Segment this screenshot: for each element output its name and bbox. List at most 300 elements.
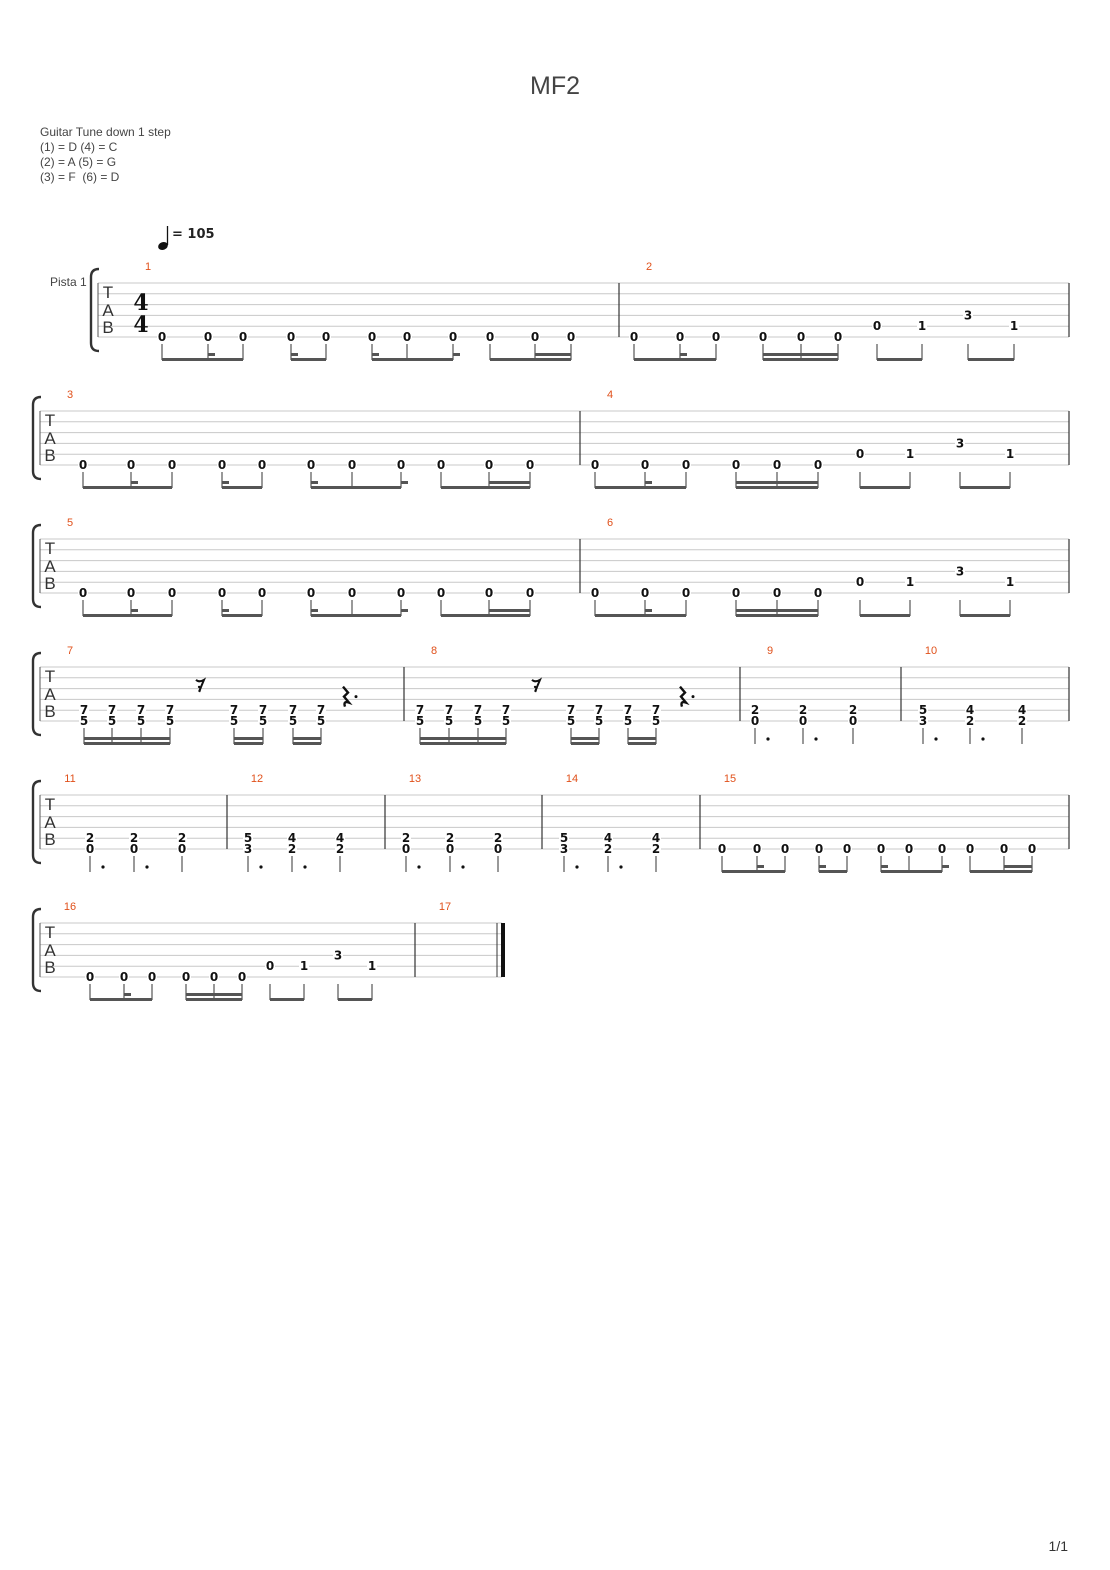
tuning-line: (2) = A (5) = G [40, 155, 117, 169]
fret-number: 5 [229, 714, 239, 728]
fret-number: 5 [444, 714, 454, 728]
duration-dot [145, 865, 148, 868]
measure-number: 15 [723, 773, 737, 785]
fret-number: 0 [306, 458, 316, 472]
eighth-rest-icon: 𝄾 [533, 679, 539, 699]
fret-number: 7 [136, 703, 146, 718]
tab-letter-t: T [102, 283, 114, 302]
secondary-beam [1004, 865, 1032, 868]
secondary-beam [311, 609, 318, 612]
fret-number: 5 [243, 831, 253, 846]
beam [634, 358, 716, 361]
fret-number: 0 [814, 842, 824, 856]
secondary-beam [757, 865, 764, 868]
fret-number: 0 [855, 447, 865, 462]
beam [234, 742, 263, 745]
fret-number: 0 [238, 330, 248, 344]
duration-dot [981, 737, 984, 740]
secondary-beam [571, 737, 599, 740]
fret-number: 0 [181, 970, 191, 984]
fret-number: 7 [501, 703, 511, 718]
secondary-beam [801, 353, 838, 356]
fret-number: 0 [402, 330, 412, 344]
tab-letter-t: T [44, 411, 56, 430]
fret-number: 2 [1017, 714, 1027, 728]
tab-letter-a: A [102, 301, 114, 320]
eighth-rest-icon: 𝄾 [197, 679, 203, 699]
secondary-beam [311, 481, 318, 484]
fret-number: 0 [711, 330, 721, 344]
fret-number: 0 [157, 330, 167, 344]
secondary-beam [881, 865, 888, 868]
measure-number: 8 [430, 645, 438, 657]
fret-number: 0 [629, 330, 639, 344]
fret-number: 0 [367, 330, 377, 344]
measure-number: 1 [144, 261, 152, 273]
fret-number: 5 [559, 831, 569, 846]
secondary-beam [222, 481, 229, 484]
secondary-beam [84, 737, 112, 740]
secondary-beam [628, 737, 656, 740]
tab-system [33, 653, 1069, 745]
fret-number: 0 [872, 319, 882, 334]
beam [860, 486, 910, 489]
fret-number: 7 [415, 703, 425, 718]
fret-number: 3 [559, 842, 569, 856]
beam [763, 358, 838, 361]
fret-number: 0 [780, 842, 790, 856]
fret-number: 3 [963, 308, 973, 323]
secondary-beam [401, 481, 408, 484]
beam [441, 486, 530, 489]
beam [628, 742, 656, 745]
duration-dot [417, 865, 420, 868]
secondary-beam [680, 353, 687, 356]
quarter-rest-icon [343, 687, 349, 707]
tempo-marking: = 105 [172, 227, 215, 242]
fret-number: 5 [415, 714, 425, 728]
duration-dot [575, 865, 578, 868]
tab-letter-t: T [44, 923, 56, 942]
duration-dot [461, 865, 464, 868]
secondary-beam [234, 737, 263, 740]
tab-letter-t: T [44, 539, 56, 558]
beam [441, 614, 530, 617]
tab-system [33, 525, 1069, 617]
fret-number: 0 [813, 458, 823, 472]
beam [960, 486, 1010, 489]
measure-number: 7 [66, 645, 74, 657]
tab-letter-t: T [44, 795, 56, 814]
fret-number: 2 [85, 831, 95, 846]
fret-number: 0 [772, 458, 782, 472]
secondary-beam [736, 609, 777, 612]
tuning-line: (3) = F (6) = D [40, 170, 120, 184]
secondary-beam [645, 609, 652, 612]
fret-number: 0 [257, 586, 267, 600]
beam [186, 998, 242, 1001]
duration-dot [934, 737, 937, 740]
tab-letter-a: A [44, 429, 56, 448]
fret-number: 0 [566, 330, 576, 344]
fret-number: 5 [316, 714, 326, 728]
fret-number: 0 [525, 458, 535, 472]
fret-number: 0 [813, 586, 823, 600]
beam [819, 870, 847, 873]
measure-number: 3 [66, 389, 74, 401]
fret-number: 7 [623, 703, 633, 718]
rest-dot [692, 695, 695, 698]
fret-number: 1 [1005, 447, 1015, 462]
fret-number: 3 [333, 948, 343, 963]
fret-number: 4 [1017, 703, 1027, 718]
fret-number: 5 [79, 714, 89, 728]
beam [968, 358, 1014, 361]
measure-number: 5 [66, 517, 74, 529]
fret-number: 1 [299, 959, 309, 974]
measure-number: 12 [250, 773, 264, 785]
fret-number: 7 [473, 703, 483, 718]
beam [83, 614, 172, 617]
fret-number: 5 [107, 714, 117, 728]
fret-number: 0 [937, 842, 947, 856]
fret-number: 0 [265, 959, 275, 974]
beam [722, 870, 785, 873]
fret-number: 4 [335, 831, 345, 846]
tab-letter-b: B [102, 318, 114, 337]
secondary-beam [489, 609, 530, 612]
fret-number: 0 [209, 970, 219, 984]
fret-number: 1 [917, 319, 927, 334]
measure-number: 13 [408, 773, 422, 785]
fret-number: 7 [229, 703, 239, 718]
tab-letter-b: B [44, 574, 56, 593]
secondary-beam [401, 609, 408, 612]
fret-number: 7 [594, 703, 604, 718]
fret-number: 5 [651, 714, 661, 728]
fret-number: 0 [681, 586, 691, 600]
duration-dot [766, 737, 769, 740]
fret-number: 0 [217, 586, 227, 600]
secondary-beam [489, 481, 530, 484]
quarter-rest-icon [680, 687, 686, 707]
duration-dot [814, 737, 817, 740]
beam [970, 870, 1032, 873]
measure-number: 17 [438, 901, 452, 913]
fret-number: 0 [126, 586, 136, 600]
secondary-beam [777, 481, 818, 484]
beam [83, 486, 172, 489]
fret-number: 5 [473, 714, 483, 728]
beam [222, 486, 262, 489]
fret-number: 4 [651, 831, 661, 846]
fret-number: 5 [566, 714, 576, 728]
secondary-beam [453, 353, 460, 356]
beam [571, 742, 599, 745]
beam [311, 486, 401, 489]
secondary-beam [449, 737, 478, 740]
beam [860, 614, 910, 617]
secondary-beam [186, 993, 214, 996]
fret-number: 0 [119, 970, 129, 984]
beam [877, 358, 922, 361]
beam [736, 614, 818, 617]
tuning-line: (1) = D (4) = C [40, 140, 118, 154]
fret-number: 5 [918, 703, 928, 718]
fret-number: 1 [1005, 575, 1015, 590]
fret-number: 0 [347, 458, 357, 472]
duration-dot [303, 865, 306, 868]
beam [291, 358, 326, 361]
fret-number: 0 [167, 458, 177, 472]
fret-number: 0 [217, 458, 227, 472]
fret-number: 2 [129, 831, 139, 846]
fret-number: 1 [367, 959, 377, 974]
fret-number: 2 [750, 703, 760, 718]
fret-number: 0 [436, 586, 446, 600]
fret-number: 0 [675, 330, 685, 344]
fret-number: 5 [258, 714, 268, 728]
fret-number: 0 [681, 458, 691, 472]
rest-dot [355, 695, 358, 698]
fret-number: 1 [1009, 319, 1019, 334]
fret-number: 0 [640, 458, 650, 472]
secondary-beam [291, 353, 298, 356]
fret-number: 0 [485, 330, 495, 344]
duration-dot [101, 865, 104, 868]
tab-letter-b: B [44, 702, 56, 721]
time-signature-top: 4 [133, 290, 149, 316]
fret-number: 0 [1027, 842, 1037, 856]
fret-number: 0 [530, 330, 540, 344]
measure-number: 6 [606, 517, 614, 529]
measure-number: 16 [63, 901, 77, 913]
fret-number: 5 [594, 714, 604, 728]
fret-number: 5 [136, 714, 146, 728]
measure-number: 10 [924, 645, 938, 657]
fret-number: 4 [965, 703, 975, 718]
fret-number: 0 [129, 842, 139, 856]
fret-number: 0 [876, 842, 886, 856]
secondary-beam [141, 737, 170, 740]
secondary-beam [124, 993, 131, 996]
beam [881, 870, 942, 873]
fret-number: 0 [396, 458, 406, 472]
fret-number: 1 [905, 575, 915, 590]
tab-system [91, 269, 1069, 361]
tab-letter-a: A [44, 685, 56, 704]
beam [311, 614, 401, 617]
fret-number: 0 [750, 714, 760, 728]
secondary-beam [112, 737, 141, 740]
fret-number: 0 [484, 586, 494, 600]
fret-number: 7 [651, 703, 661, 718]
fret-number: 5 [623, 714, 633, 728]
fret-number: 2 [445, 831, 455, 846]
fret-number: 3 [955, 436, 965, 451]
fret-number: 3 [955, 564, 965, 579]
beam [736, 486, 818, 489]
beam [960, 614, 1010, 617]
beam [595, 486, 686, 489]
duration-dot [259, 865, 262, 868]
fret-number: 0 [525, 586, 535, 600]
measure-number: 14 [565, 773, 579, 785]
fret-number: 0 [796, 330, 806, 344]
fret-number: 0 [445, 842, 455, 856]
beam [490, 358, 571, 361]
beam [420, 742, 506, 745]
beam [270, 998, 304, 1001]
measure-number: 4 [606, 389, 614, 401]
fret-number: 7 [566, 703, 576, 718]
fret-number: 2 [848, 703, 858, 718]
secondary-beam [763, 353, 801, 356]
beam [162, 358, 243, 361]
tab-letter-b: B [44, 830, 56, 849]
tuning-line: Guitar Tune down 1 step [40, 125, 171, 139]
fret-number: 0 [590, 586, 600, 600]
secondary-beam [131, 481, 138, 484]
secondary-beam [222, 609, 229, 612]
fret-number: 0 [85, 842, 95, 856]
secondary-beam [819, 865, 826, 868]
fret-number: 0 [126, 458, 136, 472]
fret-number: 0 [78, 586, 88, 600]
fret-number: 2 [965, 714, 975, 728]
tab-letter-a: A [44, 813, 56, 832]
fret-number: 0 [167, 586, 177, 600]
fret-number: 2 [493, 831, 503, 846]
fret-number: 0 [147, 970, 157, 984]
secondary-beam [777, 609, 818, 612]
fret-number: 0 [286, 330, 296, 344]
tab-system [33, 397, 1069, 489]
fret-number: 2 [798, 703, 808, 718]
fret-number: 0 [842, 842, 852, 856]
secondary-beam [645, 481, 652, 484]
measure-number: 2 [645, 261, 653, 273]
fret-number: 0 [904, 842, 914, 856]
beam [222, 614, 262, 617]
secondary-beam [293, 737, 321, 740]
tab-system [33, 909, 503, 1001]
beam [338, 998, 372, 1001]
fret-number: 0 [436, 458, 446, 472]
beam [372, 358, 453, 361]
secondary-beam [942, 865, 949, 868]
fret-number: 0 [772, 586, 782, 600]
beam [595, 614, 686, 617]
fret-number: 0 [448, 330, 458, 344]
tab-letter-t: T [44, 667, 56, 686]
fret-number: 0 [85, 970, 95, 984]
fret-number: 2 [651, 842, 661, 856]
fret-number: 0 [257, 458, 267, 472]
tab-letter-a: A [44, 557, 56, 576]
fret-number: 0 [493, 842, 503, 856]
fret-number: 7 [258, 703, 268, 718]
fret-number: 0 [347, 586, 357, 600]
fret-number: 7 [165, 703, 175, 718]
fret-number: 5 [288, 714, 298, 728]
beam [293, 742, 321, 745]
fret-number: 0 [237, 970, 247, 984]
fret-number: 2 [603, 842, 613, 856]
page-number: 1/1 [1048, 1538, 1068, 1554]
fret-number: 2 [335, 842, 345, 856]
secondary-beam [214, 993, 242, 996]
fret-number: 0 [484, 458, 494, 472]
tab-letter-a: A [44, 941, 56, 960]
fret-number: 2 [401, 831, 411, 846]
fret-number: 0 [78, 458, 88, 472]
beam [84, 742, 170, 745]
fret-number: 0 [731, 586, 741, 600]
fret-number: 0 [396, 586, 406, 600]
fret-number: 0 [855, 575, 865, 590]
secondary-beam [372, 353, 379, 356]
fret-number: 0 [203, 330, 213, 344]
secondary-beam [478, 737, 506, 740]
fret-number: 0 [321, 330, 331, 344]
fret-number: 7 [316, 703, 326, 718]
secondary-beam [736, 481, 777, 484]
secondary-beam [131, 609, 138, 612]
fret-number: 4 [603, 831, 613, 846]
fret-number: 7 [288, 703, 298, 718]
fret-number: 3 [243, 842, 253, 856]
fret-number: 0 [798, 714, 808, 728]
fret-number: 0 [848, 714, 858, 728]
secondary-beam [208, 353, 215, 356]
fret-number: 0 [640, 586, 650, 600]
fret-number: 0 [717, 842, 727, 856]
tab-letter-b: B [44, 958, 56, 977]
fret-number: 1 [905, 447, 915, 462]
fret-number: 0 [590, 458, 600, 472]
fret-number: 2 [177, 831, 187, 846]
tab-system [33, 781, 1069, 873]
fret-number: 0 [833, 330, 843, 344]
score-title: MF2 [530, 72, 580, 100]
fret-number: 0 [965, 842, 975, 856]
fret-number: 0 [177, 842, 187, 856]
fret-number: 2 [287, 842, 297, 856]
measure-number: 9 [766, 645, 774, 657]
secondary-beam [535, 353, 571, 356]
measure-number: 11 [64, 773, 76, 785]
fret-number: 7 [444, 703, 454, 718]
fret-number: 0 [401, 842, 411, 856]
track-name: Pista 1 [50, 275, 87, 289]
fret-number: 7 [79, 703, 89, 718]
tab-letter-b: B [44, 446, 56, 465]
fret-number: 0 [731, 458, 741, 472]
secondary-beam [420, 737, 449, 740]
fret-number: 3 [918, 714, 928, 728]
fret-number: 0 [752, 842, 762, 856]
duration-dot [619, 865, 622, 868]
fret-number: 5 [501, 714, 511, 728]
fret-number: 4 [287, 831, 297, 846]
beam [90, 998, 152, 1001]
time-signature-bottom: 4 [133, 312, 149, 338]
fret-number: 5 [165, 714, 175, 728]
fret-number: 0 [999, 842, 1009, 856]
fret-number: 7 [107, 703, 117, 718]
fret-number: 0 [758, 330, 768, 344]
